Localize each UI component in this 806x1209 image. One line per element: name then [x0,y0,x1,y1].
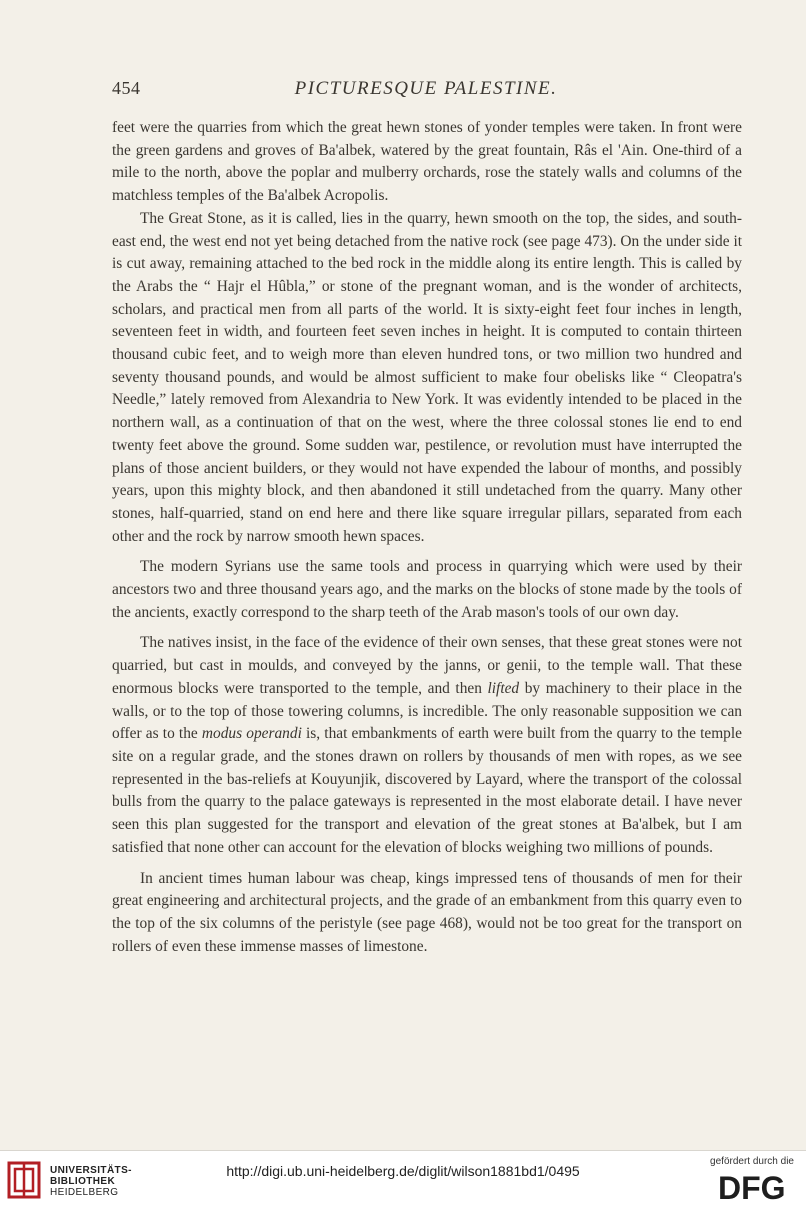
dfg-logo-text: DFG [718,1170,786,1203]
digitization-footer [0,1150,806,1209]
emphasis-lifted: lifted [487,679,520,697]
paragraph-5: In ancient times human labour was cheap, kings impressed tens of thousands of men for their great engineering and architectural projects, and the grade of an embankment from this quarry even to the top of the six columns of the peristyle (see page 468), would not be too great for the transport on rollers of even these immense masses of limestone. [112,869,742,955]
library-name-line-3: HEIDELBERG [50,1187,119,1198]
paragraph-4-text-c: is, that embankments of earth were built from the quarry to the temple site on a regular grade, and the stones drawn on rollers by thousands of men with ropes, as we see represented in the bas-reliefs at Kouyunjik, discovered by Layard, where the transport of the colossal bulls from the quarry to the palace gateways is represented in the most elaborate detail. I have never seen this plan suggested for the transport and elevation of the great stones at Ba'albek, but I am satisfied that none other can account for the elevation of blocks weighing two millions of pounds. [112,725,742,856]
page-header [112,78,740,104]
library-name-line-1: UNIVERSITÄTS- [50,1165,132,1176]
page-number: 454 [112,78,141,98]
emphasis-modus-operandi: modus operandi [201,725,302,743]
paragraph-2: The Great Stone, as it is called, lies in the quarry, hewn smooth on the top, the sides, and south-east end, the west end not yet being detached from the native rock (see page 473). On the under side it is cut away, remaining attached to the bed rock in the middle along its entire length. This is called by the Arabs the “ Hajr el Hûbla,” or stone of the pregnant woman, and is the wonder of architects, scholars, and practical men from all parts of the world. It is sixty-eight feet four inches in length, seventeen feet in width, and fourteen feet seven inches in height. It is computed to contain thirteen thousand cubic feet, and to weigh more than eleven hundred tons, or two million two hundred and seventy thousand pounds, and would be almost sufficient to make four obelisks like “ Cleopatra's Needle,” lately removed from Alexandria to New York. It was evidently intended to be placed in the northern wall, as a continuation of that on the west, where the three colossal stones lie end to end twenty feet above the ground. Some sudden war, pestilence, or revolution must have interrupted the plans of those ancient builders, or they would not have expended the labour of months, and possibly years, upon this mighty block, and then abandoned it still undetached from the quarry. Many other stones, half-quarried, stand on end here and there like square irregular pillars, separated from each other and the rock by narrow smooth hewn spaces. [112,209,742,545]
paragraph-4 [112,632,742,859]
paragraph-1: feet were the quarries from which the great hewn stones of yonder temples were taken. In front were the green gardens and groves of Ba'albek, watered by the great fountain, Râs el 'Ain. One-third of a mile to the north, above the poplar and mulberry orchards, rose the stately walls and columns of the matchless temples of the Ba'albek Acropolis. [112,119,742,205]
running-title: PICTURESQUE PALESTINE. [294,78,558,99]
paragraph-4-text-b: by machinery to their place in the walls, or to the top of those towering columns, is incredible. The only reasonable supposition we can offer as to the [112,679,742,743]
paragraph-4-text-a: The natives insist, in the face of the evidence of their own senses, that these great stones were not quarried, but cast in moulds, and conveyed by the janns, or genii, to the temple wall. That these enormous blocks were transported to the temple, and then [112,634,742,697]
library-name-line-2: BIBLIOTHEK [50,1176,116,1187]
paragraph-3: The modern Syrians use the same tools and process in quarrying which were used by their ancestors two and three thousand years ago, and the marks on the blocks of stone made by the tools of the ancients, exactly correspond to the sharp teeth of the Arab mason's tools of our own day. [112,558,742,621]
permalink-url[interactable]: http://digi.ub.uni-heidelberg.de/diglit/wilson1881bd1/0495 [226,1163,580,1179]
body-text [112,117,742,958]
dfg-logo-icon[interactable] [716,1169,794,1203]
funding-note: gefördert durch die [710,1156,794,1167]
